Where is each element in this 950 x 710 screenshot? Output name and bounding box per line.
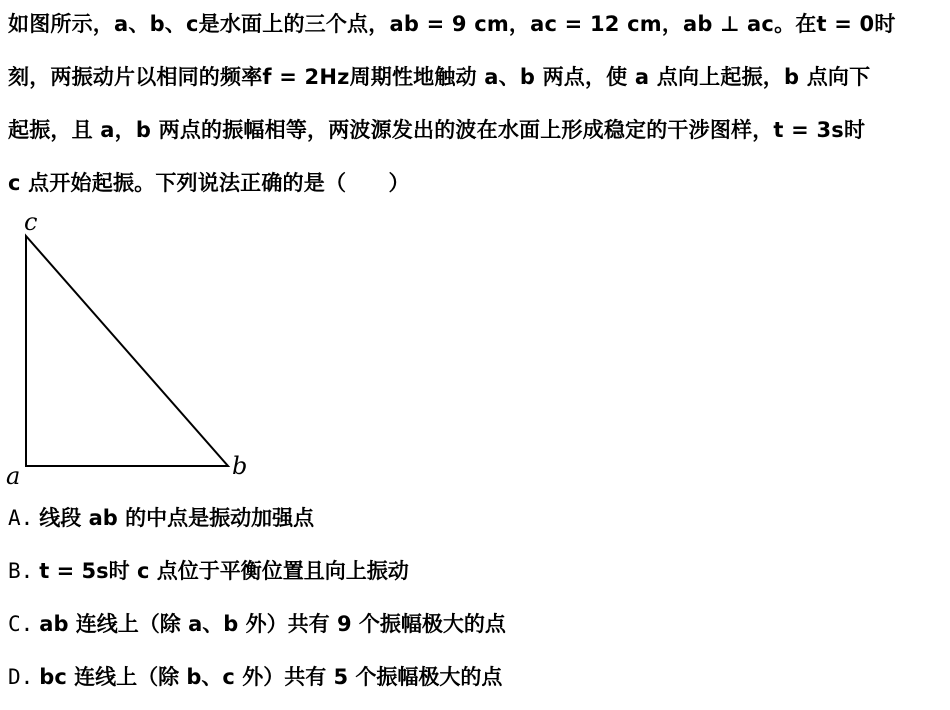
option-letter: C.	[8, 612, 34, 636]
question-line-4: c 点开始起振。下列说法正确的是（ ）	[8, 171, 410, 195]
right-triangle-abc	[26, 236, 228, 466]
option-letter: B.	[8, 559, 34, 583]
vertex-label-c: c	[24, 208, 38, 236]
answer-options	[8, 498, 506, 710]
option-letter: D.	[8, 665, 34, 689]
option-text: 线段 ab 的中点是振动加强点	[39, 506, 315, 530]
option-text: ab 连线上（除 a、b 外）共有 9 个振幅极大的点	[39, 612, 506, 636]
option-c[interactable]	[8, 604, 506, 657]
vertex-label-a: a	[6, 462, 21, 490]
option-text: t = 5s时 c 点位于平衡位置且向上振动	[39, 559, 409, 583]
triangle-diagram	[0, 200, 270, 490]
option-b[interactable]	[8, 551, 506, 604]
option-text: bc 连线上（除 b、c 外）共有 5 个振幅极大的点	[39, 665, 503, 689]
question-line-1: 如图所示，a、b、c是水面上的三个点，ab = 9 cm，ac = 12 cm，ab ⊥ ac。在t = 0时	[8, 12, 896, 36]
question-line-3: 起振，且 a，b 两点的振幅相等，两波源发出的波在水面上形成稳定的干涉图样，t = 3s时	[8, 118, 866, 142]
question-stem	[8, 4, 948, 216]
option-a[interactable]	[8, 498, 506, 551]
vertex-label-b: b	[232, 452, 248, 480]
question-line-2: 刻，两振动片以相同的频率f = 2Hz周期性地触动 a、b 两点，使 a 点向上起振，b 点向下	[8, 65, 871, 89]
option-d[interactable]	[8, 657, 506, 710]
triangle-figure	[0, 200, 270, 490]
option-letter: A.	[8, 506, 34, 530]
